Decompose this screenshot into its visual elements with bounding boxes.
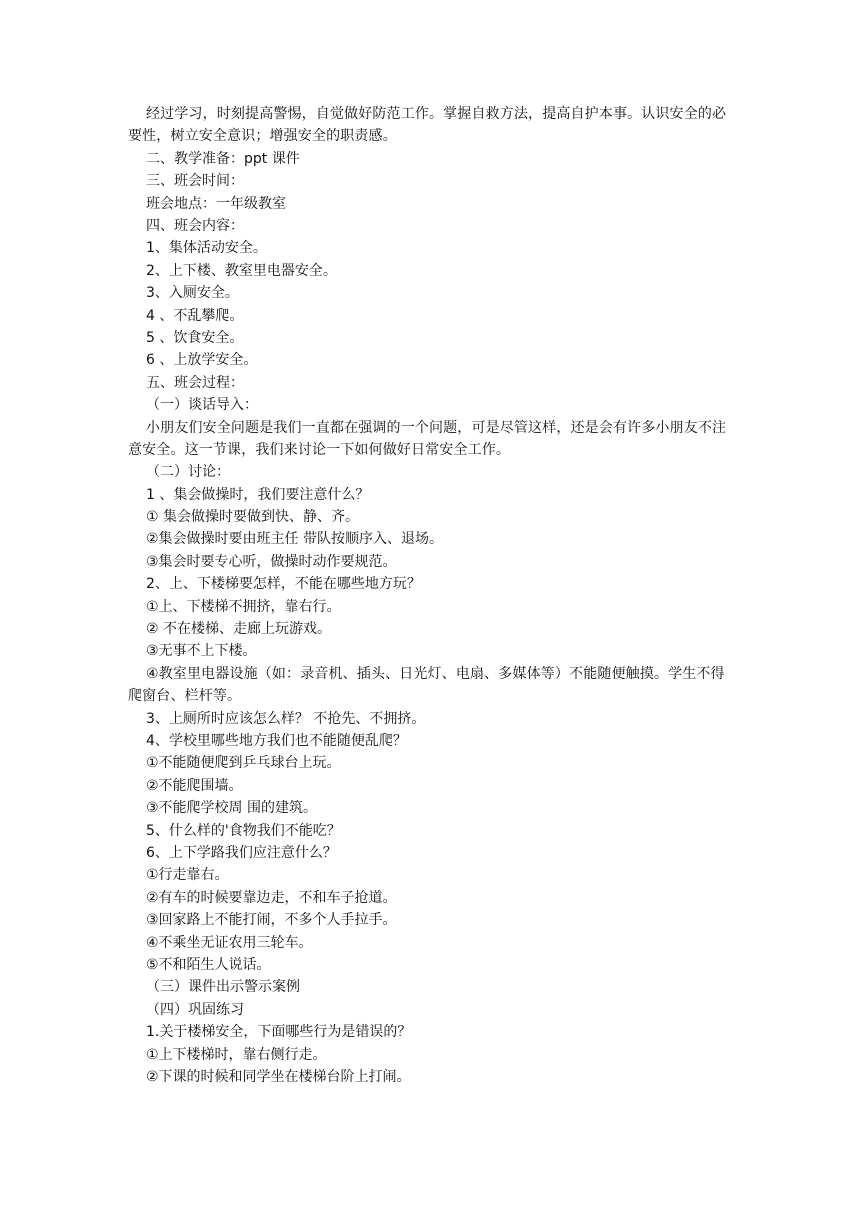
practice-option: ②下课的时候和同学坐在楼梯台阶上打闹。	[146, 1068, 411, 1085]
discussion-point: ③集会时要专心听，做操时动作要规范。	[146, 553, 397, 570]
discussion-point: ⑤不和陌生人说话。	[146, 956, 271, 973]
paragraph-intro: 小朋友们安全问题是我们一直都在强调的一个问题，可是尽管这样，还是会有许多小朋友不注意安全。这一节课，我们来讨论一下如何做好日常安全工作。	[128, 419, 727, 458]
paragraph-electrical: ④教室里电器设施（如：录音机、插头、日光灯、电扇、多媒体等）不能随便触摸。学生不得爬窗台、栏杆等。	[128, 665, 725, 705]
content-item: 5 、饮食安全。	[146, 329, 244, 346]
practice-question: 1.关于楼梯安全，下面哪些行为是错误的？	[146, 1024, 412, 1041]
discussion-point: ③无事不上下楼。	[146, 643, 257, 660]
paragraph-objectives: 经过学习，时刻提高警惕，自觉做好防范工作。掌握自救方法，提高自护本事。认识安全的必要性，树立安全意识；增强安全的职责感。	[128, 106, 727, 145]
discussion-question: 5、什么样的'食物我们不能吃？	[146, 822, 341, 839]
subheading-intro: （一）谈话导入：	[146, 397, 258, 414]
content-item: 3、入厕安全。	[146, 285, 239, 302]
discussion-question: 4、学校里哪些地方我们也不能随便乱爬？	[146, 733, 407, 750]
document-body	[128, 103, 732, 1088]
discussion-question: 1 、集会做操时，我们要注意什么？	[146, 486, 370, 503]
discussion-point: ①上、下楼梯不拥挤，靠右行。	[146, 598, 341, 615]
heading-process: 五、班会过程：	[146, 374, 244, 391]
discussion-point: ④不乘坐无证农用三轮车。	[146, 934, 313, 951]
discussion-point: ①不能随便爬到乒乓球台上玩。	[146, 755, 341, 772]
discussion-point: ②有车的时候要靠边走，不和车子抢道。	[146, 889, 397, 906]
content-item: 6 、上放学安全。	[146, 352, 258, 369]
subheading-practice: （四）巩固练习	[146, 1001, 244, 1018]
content-item: 2、上下楼、教室里电器安全。	[146, 262, 337, 279]
heading-preparation: 二、教学准备：ppt 课件	[146, 150, 300, 167]
discussion-point: ②不能爬围墙。	[146, 777, 243, 794]
content-item: 1、集体活动安全。	[146, 240, 267, 257]
heading-content: 四、班会内容：	[146, 217, 244, 234]
practice-option: ①上下楼梯时，靠右侧行走。	[146, 1046, 327, 1063]
discussion-point: ② 不在楼梯、走廊上玩游戏。	[146, 621, 332, 638]
discussion-question: 3、上厕所时应该怎么样？ 不抢先、不拥挤。	[146, 710, 426, 727]
discussion-point: ②集会做操时要由班主任 带队按顺序入、退场。	[146, 531, 443, 548]
content-item: 4 、不乱攀爬。	[146, 307, 244, 324]
subheading-discussion: （二）讨论：	[146, 464, 230, 481]
heading-time: 三、班会时间：	[146, 173, 244, 190]
discussion-point: ③回家路上不能打闹，不多个人手拉手。	[146, 912, 397, 929]
discussion-point: ① 集会做操时要做到快、静、齐。	[146, 509, 360, 526]
meeting-location: 班会地点：一年级教室	[146, 195, 286, 212]
discussion-point: ①行走靠右。	[146, 867, 229, 884]
discussion-question: 6、上下学路我们应注意什么？	[146, 844, 337, 861]
subheading-cases: （三）课件出示警示案例	[146, 979, 300, 996]
discussion-question: 2、上、下楼梯要怎样，不能在哪些地方玩？	[146, 576, 421, 593]
discussion-point: ③不能爬学校周 围的建筑。	[146, 800, 318, 817]
